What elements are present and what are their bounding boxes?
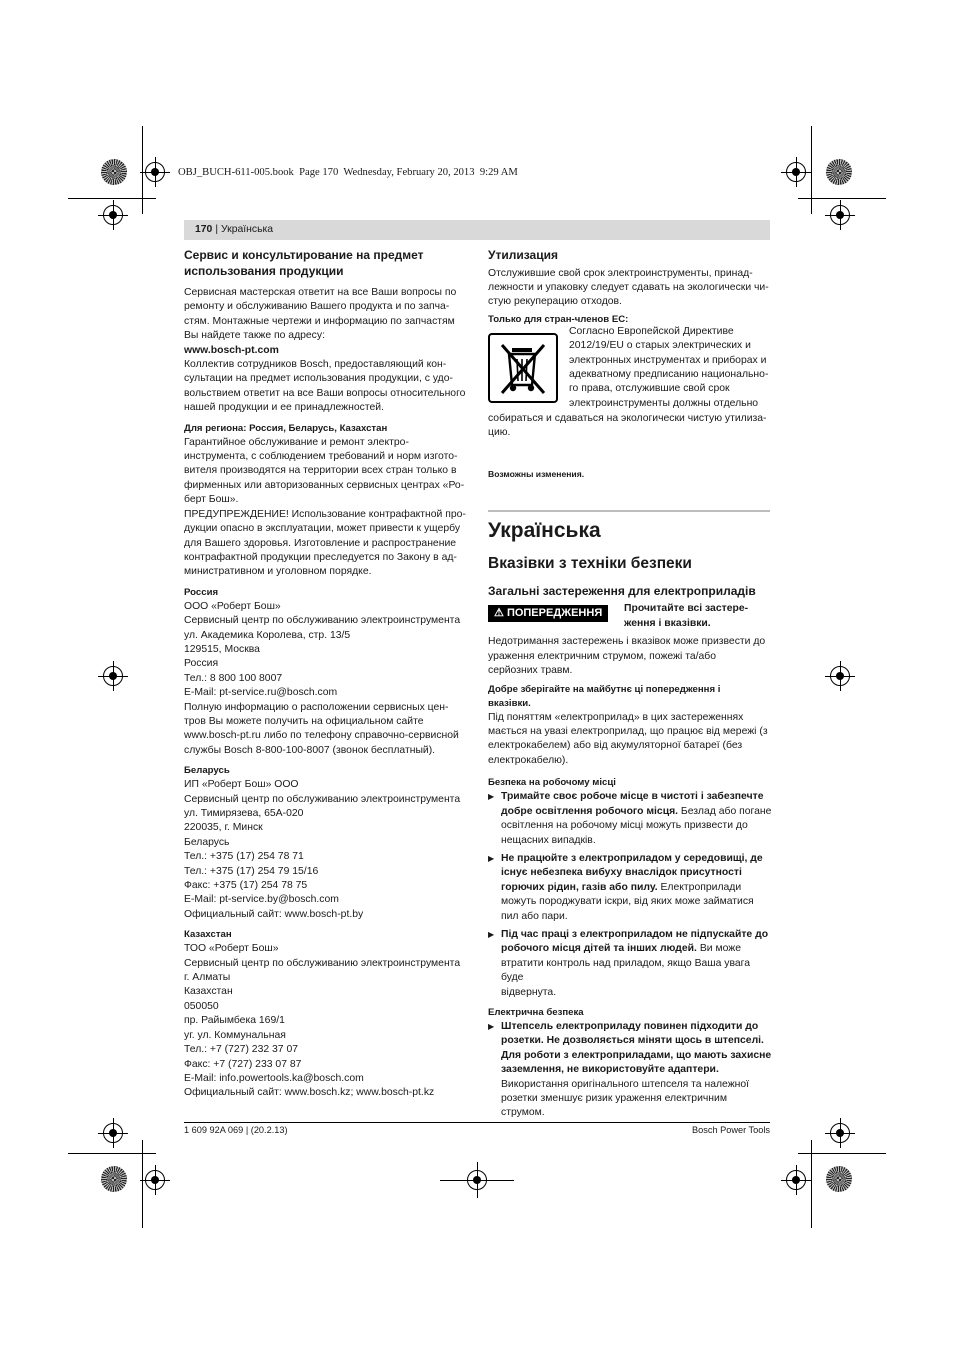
bullet-arrow-icon: ▶ bbox=[488, 792, 495, 802]
bullet-text: нещасних випадків. bbox=[501, 834, 596, 846]
belarus-lines-line: 220035, г. Минск bbox=[184, 822, 263, 834]
eu-lines-line: электроинструменты должны отдельно bbox=[569, 397, 759, 409]
bullet-arrow-icon: ▶ bbox=[488, 853, 495, 863]
eu-text bbox=[569, 325, 779, 411]
service-lines-line: ремонту и обслуживанию Вашего продукта и по запча- bbox=[184, 301, 450, 313]
keep-heading bbox=[488, 683, 773, 711]
eu-lines-line: го права, отслужившие свой срок bbox=[569, 383, 730, 395]
warn-body-line: ураження електричним струмом, пожежі та/або bbox=[488, 650, 717, 662]
footer-rule bbox=[184, 1122, 770, 1123]
belarus-lines-line: ул. Тимирязева, 65А-020 bbox=[184, 808, 304, 819]
region-lines-line: берт Бош». bbox=[184, 494, 239, 506]
bullet-arrow-icon: ▶ bbox=[488, 929, 495, 939]
region-lines-line: вителя производятся на территории всех стран только в bbox=[184, 465, 457, 477]
registration-mark-icon bbox=[103, 1123, 123, 1143]
bullet-bold-text: заземлення, не використовуйте адаптери. bbox=[501, 1064, 719, 1076]
russia-lines-line: E-Mail: pt-service.ru@bosch.com bbox=[184, 687, 338, 699]
registration-mark-icon bbox=[145, 162, 165, 182]
service-text bbox=[184, 286, 469, 344]
keep-body-line: електрокабелем) або від акумуляторної батареї (без bbox=[488, 740, 743, 752]
service-lines-line: Вы найдете также по адресу: bbox=[184, 330, 325, 342]
russia-lines-line: 129515, Москва bbox=[184, 643, 260, 655]
belarus-heading: Беларусь bbox=[184, 765, 230, 777]
russia-heading: Россия bbox=[184, 586, 219, 598]
warning-badge bbox=[488, 605, 608, 622]
registration-mark-icon bbox=[830, 1123, 850, 1143]
weee-icon bbox=[488, 333, 558, 403]
region-text bbox=[184, 436, 469, 580]
right-column bbox=[488, 248, 773, 1121]
eu-lines-line: адекватному предписанию национально- bbox=[569, 368, 769, 380]
eu-lines-full-line: цию. bbox=[488, 427, 511, 439]
belarus-contacts bbox=[184, 778, 469, 922]
eu-heading: Только для стран-членов ЕС: bbox=[488, 313, 629, 325]
disposal-title: Утилизация bbox=[488, 248, 558, 262]
page-number: 170 bbox=[195, 224, 213, 235]
russia-lines-line: Россия bbox=[184, 658, 219, 670]
kz-lines-line: г. Алматы bbox=[184, 972, 231, 984]
warning-block bbox=[488, 605, 773, 635]
registration-mark-icon bbox=[103, 666, 123, 686]
kz-lines-line: пр. Райымбека 169/1 bbox=[184, 1015, 285, 1027]
crop-mark bbox=[798, 198, 886, 199]
registration-mark-icon bbox=[786, 1170, 806, 1190]
bullet-bold-text: Тримайте своє робоче місце в чистоті і забезпечте bbox=[501, 791, 764, 803]
region-lines-line: министративном и уголовном порядке. bbox=[184, 566, 372, 578]
disposal-lines-line: лежности и упаковку следует сдавать на экологически чи- bbox=[488, 281, 769, 293]
safety-title: Вказівки з техніки безпеки bbox=[488, 554, 692, 572]
russia-lines-line: Полную информацию о расположении сервисных цен- bbox=[184, 701, 449, 713]
kz-lines-line: Факс: +7 (727) 233 07 87 bbox=[184, 1058, 302, 1070]
kz-contacts bbox=[184, 942, 469, 1100]
region-lines-line: контрафактной продукции преследуется по Закону в ад- bbox=[184, 551, 457, 563]
warning-label: ПОПЕРЕДЖЕННЯ bbox=[506, 607, 603, 620]
service-lines2-line: нашей продукции и ее принадлежностей. bbox=[184, 402, 384, 414]
workplace-heading: Безпека на робочому місці bbox=[488, 777, 616, 789]
keep-heading-line: вказівки. bbox=[488, 697, 531, 709]
electric-heading: Електрична безпека bbox=[488, 1006, 584, 1018]
service-lines2-line: Коллектив сотрудников Bosch, предоставляющий кон- bbox=[184, 359, 447, 371]
bullet-bold-text: добре освітлення робочого місця. bbox=[501, 805, 679, 817]
registration-mark-icon bbox=[145, 1170, 165, 1190]
warning-body bbox=[488, 635, 773, 678]
service-lines-line: Сервисная мастерская ответит на все Ваши вопросы по bbox=[184, 287, 457, 298]
crop-mark bbox=[142, 126, 143, 214]
belarus-lines-line: E-Mail: pt-service.by@bosch.com bbox=[184, 894, 339, 906]
footer-right: Bosch Power Tools bbox=[692, 1125, 770, 1135]
russia-lines-line: службы Bosch 8-800-100-8007 (звонок бесплатный). bbox=[184, 744, 436, 756]
russia-lines-line: ул. Академика Королева, стр. 13/5 bbox=[184, 629, 351, 641]
eu-lines-line: электронных инструментах и приборах и bbox=[569, 354, 767, 366]
crop-mark bbox=[798, 1153, 886, 1154]
service-text-2 bbox=[184, 358, 469, 416]
disposal-text bbox=[488, 267, 773, 310]
crop-mark bbox=[68, 1153, 156, 1154]
crop-mark bbox=[440, 1180, 514, 1181]
keep-body-line: мається на увазі електроприлад, що працює від мережі (з bbox=[488, 726, 768, 738]
region-lines-line: ПРЕДУПРЕЖДЕНИЕ! Использование контрафактной про- bbox=[184, 508, 466, 520]
belarus-lines-line: Факс: +375 (17) 254 78 75 bbox=[184, 880, 308, 892]
keep-heading-line: Добре зберігайте на майбутнє ці попередження і bbox=[488, 683, 721, 695]
bullet-text: можуть породжувати іскри, від яких може займатися bbox=[501, 896, 754, 908]
kz-lines-line: E-Mail: info.powertools.ka@bosch.com bbox=[184, 1072, 364, 1084]
region-heading: Для региона: Россия, Беларусь, Казахстан bbox=[184, 422, 388, 434]
warning-icon: ⚠ bbox=[494, 607, 504, 620]
service-title: Сервис и консультирование на предмет использования продукции bbox=[184, 248, 424, 278]
bullet-bold-text: Під час праці з електроприладом не підпускайте до bbox=[501, 928, 769, 940]
region-lines-line: дукции опасно в эксплуатации, может привести к ущербу bbox=[184, 523, 461, 535]
crop-mark bbox=[68, 198, 156, 199]
color-star-mark-icon bbox=[826, 1166, 852, 1192]
footer-left: 1 609 92A 069 | (20.2.13) bbox=[184, 1125, 288, 1135]
eu-text-full bbox=[488, 412, 773, 441]
warn-text-line: ження і вказівки. bbox=[624, 617, 711, 629]
bullet-item bbox=[488, 790, 773, 848]
warn-text-line: Прочитайте всі застере- bbox=[624, 603, 749, 615]
registration-mark-icon bbox=[830, 205, 850, 225]
service-lines2-line: сультации на предмет использования продукции, с удо- bbox=[184, 373, 453, 385]
belarus-lines-line: Тел.: +375 (17) 254 78 71 bbox=[184, 851, 304, 863]
changes-note: Возможны изменения. bbox=[488, 468, 585, 479]
kz-lines-line: ТОО «Роберт Бош» bbox=[184, 943, 279, 955]
bullet-item bbox=[488, 852, 773, 924]
bullet-text: пил або пари. bbox=[501, 910, 568, 922]
keep-body-line: Під поняттям «електроприлад» в цих застереженнях bbox=[488, 711, 744, 723]
region-lines-line: инструмента, с соблюдением требований и норм изгото- bbox=[184, 451, 458, 463]
print-slug: OBJ_BUCH-611-005.book Page 170 Wednesday, February 20, 2013 9:29 AM bbox=[178, 167, 518, 178]
bullet-bold-text: Для роботи з електроприладами, що мають захисне bbox=[501, 1049, 772, 1061]
eu-lines-line: Согласно Европейской Директиве bbox=[569, 325, 734, 337]
disposal-lines-line: Отслужившие свой срок электроинструменты, принад- bbox=[488, 267, 753, 279]
russia-lines-line: Сервисный центр по обслуживанию электроинструмента bbox=[184, 615, 461, 627]
warn-body-line: Недотримання застережень і вказівок може призвести до bbox=[488, 636, 766, 648]
bullet-text: Ви може bbox=[696, 943, 741, 955]
registration-mark-icon bbox=[786, 162, 806, 182]
russia-lines-line: www.bosch-pt.ru либо по телефону справочно-сервисной bbox=[184, 730, 459, 742]
general-title: Загальні застереження для електроприладів bbox=[488, 583, 756, 598]
keep-body-line: електрокабелю). bbox=[488, 754, 569, 766]
bullet-text: розетки зменшує ризик ураження електричним bbox=[501, 1093, 727, 1104]
russia-lines-line: Тел.: 8 800 100 8007 bbox=[184, 672, 283, 684]
belarus-lines-line: ИП «Роберт Бош» ООО bbox=[184, 779, 299, 791]
bullet-text: Безлад або погане bbox=[678, 805, 772, 817]
left-column bbox=[184, 248, 469, 1101]
eu-lines-full-line: собираться и сдаваться на экологически чистую утилиза- bbox=[488, 412, 767, 424]
region-lines-line: фирменных или авторизованных сервисных центрах «Ро- bbox=[184, 479, 465, 491]
header-language: Українська bbox=[221, 224, 274, 235]
belarus-lines-line: Сервисный центр по обслуживанию электроинструмента bbox=[184, 793, 461, 805]
bullet-bold-text: горючих рідин, газів або пилу. bbox=[501, 881, 658, 893]
kz-lines-line: 050050 bbox=[184, 1000, 219, 1012]
eu-lines-line: 2012/19/EU о старых электрических и bbox=[569, 340, 751, 352]
color-star-mark-icon bbox=[101, 1166, 127, 1192]
region-lines-line: для Вашего здоровья. Изготовление и распространение bbox=[184, 537, 457, 549]
registration-mark-icon bbox=[830, 666, 850, 686]
warning-text bbox=[624, 602, 748, 631]
kz-heading: Казахстан bbox=[184, 929, 232, 941]
bullet-text: втратити контроль над приладом, якщо Ваша увага буде bbox=[501, 957, 750, 984]
color-star-mark-icon bbox=[826, 159, 852, 185]
kz-lines-line: Казахстан bbox=[184, 986, 233, 998]
bullet-bold-text: Штепсель електроприладу повинен підходити до bbox=[501, 1020, 759, 1032]
kz-lines-line: Официальный сайт: www.bosch.kz; www.bosch-pt.kz bbox=[184, 1087, 435, 1099]
disposal-lines-line: стую рекуперацию отходов. bbox=[488, 296, 622, 308]
belarus-lines-line: Беларусь bbox=[184, 836, 230, 848]
service-url[interactable]: www.bosch-pt.com bbox=[184, 344, 279, 356]
eu-block bbox=[488, 325, 773, 415]
bullet-text: Використання оригінального штепселя та належної bbox=[501, 1078, 750, 1090]
bullet-item bbox=[488, 1020, 773, 1121]
service-lines2-line: вольствием ответит на все Ваши вопросы относительного bbox=[184, 387, 466, 399]
russia-lines-line: тров Вы можете получить на официальном сайте bbox=[184, 715, 424, 727]
belarus-lines-line: Тел.: +375 (17) 254 79 15/16 bbox=[184, 865, 319, 877]
service-lines-line: стям. Монтажные чертежи и информацию по запчастям bbox=[184, 315, 455, 327]
bullet-bold-text: робочого місця дітей та інших людей. bbox=[501, 943, 697, 955]
bullet-bold-text: існує небезпека вибуху внаслідок присутності bbox=[501, 867, 742, 879]
kz-lines-line: уг. ул. Коммунальная bbox=[184, 1029, 286, 1041]
russia-contacts bbox=[184, 600, 469, 758]
bullet-text: Електроприлади bbox=[657, 881, 742, 893]
registration-mark-icon bbox=[103, 205, 123, 225]
bullet-text: освітлення на робочому місці можуть призвести до bbox=[501, 820, 748, 832]
bullet-arrow-icon: ▶ bbox=[488, 1021, 495, 1031]
color-star-mark-icon bbox=[101, 159, 127, 185]
bullet-text: струмом. bbox=[501, 1107, 545, 1119]
russia-lines-line: ООО «Роберт Бош» bbox=[184, 600, 281, 612]
belarus-lines-line: Официальный сайт: www.bosch-pt.by bbox=[184, 908, 364, 920]
bullet-bold-text: Не працюйте з електроприладом у середовищі, де bbox=[501, 852, 763, 864]
page-header-text: 170 | Українська bbox=[195, 224, 274, 235]
warn-body-line: серйозних травм. bbox=[488, 665, 573, 677]
bullet-item bbox=[488, 928, 773, 1000]
language-title: Українська bbox=[488, 518, 601, 542]
keep-body bbox=[488, 711, 773, 769]
bullet-text: відвернута. bbox=[501, 986, 557, 998]
kz-lines-line: Сервисный центр по обслуживанию электроинструмента bbox=[184, 957, 461, 969]
kz-lines-line: Тел.: +7 (727) 232 37 07 bbox=[184, 1044, 299, 1056]
region-lines-line: Гарантийное обслуживание и ремонт электро- bbox=[184, 436, 409, 448]
bullet-bold-text: розетки. Не дозволяється міняти щось в штепселі. bbox=[501, 1035, 764, 1047]
crop-mark bbox=[811, 126, 812, 214]
